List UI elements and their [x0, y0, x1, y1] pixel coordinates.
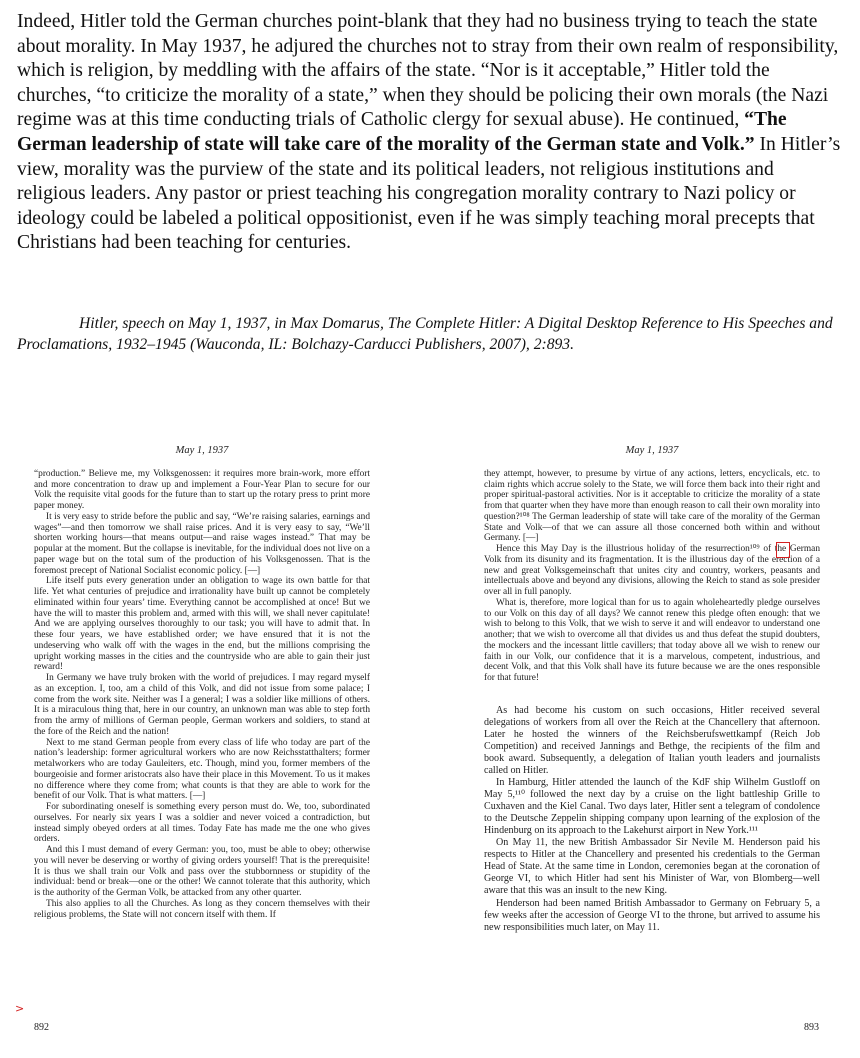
page-number-left: 892 — [34, 1022, 49, 1033]
annotation-arrow-icon: > — [15, 1002, 25, 1015]
running-head-right: May 1, 1937 — [625, 445, 679, 456]
essay-text-after: In Hitler’s view, morality was the purview of the state and its political leaders, not religious institutions and religious leaders. Any pastor or priest teaching his congregation morality contrary to Nazi policy or ideology could be labeled a political oppositionist, even if he was simply teaching moral precepts that Christians had been teaching for centuries. — [17, 133, 841, 254]
running-head-left: May 1, 1937 — [175, 445, 229, 456]
citation: Hitler, speech on May 1, 1937, in Max Domarus, The Complete Hitler: A Digital Desktop Reference to His Speeches and Proclamations, 1932–1945 (Wauconda, IL: Bolchazy-Carducci Publishers, 2007), 2:893. — [17, 315, 833, 353]
left-paragraph: For subordinating oneself is something every person must do. We, too, subordinated ourselves. For nearly six years I was a soldier and never voiced a contradiction, but instead simply obeyed orders at all times. Today Fate has made me the one who gives orders. — [34, 802, 370, 845]
book-page-right — [484, 446, 820, 934]
left-paragraph: Next to me stand German people from every class of life who today are part of the nation’s leadership: former agricultural workers who are now Reichsstatthalters; former metalworkers who are today Gauleiters, etc. Though, mind you, former members of the bourgeoisie and former aristocrats also have their place in this Movement. To us it makes no difference where they come from; what counts is that they are able to work for the benefit of our Volk. That is what matters. [—] — [34, 737, 370, 802]
right-paragraph: Henderson had been named British Ambassador to Germany on February 5, a few weeks after the accession of George VI to the throne, but arrived to assume his new responsibilities much later, on May 11. — [484, 897, 820, 933]
right-page-narrative — [484, 705, 820, 934]
left-paragraph: Life itself puts every generation under an obligation to wage its own battle for that life. Yet what centuries of prejudice and irrationality have built up cannot be completely eliminated within four years’ time. Everything cannot be accomplished at once! But we have the will to master this problem and, armed with this will, we shall never capitulate! And we are applying ourselves thoroughly to our task; you will have to admit that. In these four years, we have established order; we have ensured that it is not the undeserving who walk off with the wages in the end, but the millions comprising the upright working masses in the cities and the countryside who are able to gain their just reward! — [34, 576, 370, 673]
page-number-right: 893 — [804, 1022, 819, 1033]
essay-paragraph — [17, 10, 843, 256]
left-paragraph: It is very easy to stride before the public and say, “We’re raising salaries, earnings and wages”—and then tomorrow we shall raise prices. And it is very easy to say, “We’ll shorten working hours—that means output—and raise wages instead.” That may be popular at the moment. But the collapse is inevitable, for the individual does not live on a paper wage but on the total sum of the production of his Volksgenossen. That is the foremost precept of National Socialist economic policy. [—] — [34, 511, 370, 576]
essay-bold-quote: “The German leadership of state will take care of the morality of the German state and Volk.” — [17, 109, 787, 155]
right-paragraph: Hence this May Day is the illustrious holiday of the resurrection¹⁰⁹ of the German Volk from its disunity and its fragmentation. It is the illustrious day of the erection of a new and great Volksgemeinschaft that unites city and country, workers, peasants and intellectuals above and beyond any divisions, allowing the Reich to stand as sole presider over all in full panoply. — [484, 544, 820, 597]
left-paragraph-highlighted: This also applies to all the Churches. As long as they concern themselves with their religious problems, the State will not concern itself with them. If — [34, 898, 370, 920]
right-paragraph: In Hamburg, Hitler attended the launch of the KdF ship Wilhelm Gustloff on May 5,¹¹⁰ followed the next day by a cruise on the light battleship Grille to Cuxhaven and the Kiel Canal. Two days later, Hitler sent a telegram of condolence to the Deutsche Zeppelin shipping company upon learning of the explosion of the Hindenburg on its approach to the Lakehurst airport in New York.¹¹¹ — [484, 777, 820, 837]
right-paragraph: they attempt, however, to presume by virtue of any actions, letters, encyclicals, etc. to claim rights which accrue solely to the State, we will force them back into their right and proper spiritual-pastoral activities. Nor is it acceptable to criticize the morality of a state from that quarter when they have more than enough reason to call their own morality into question?¹⁰⁸ The German leadership of state will take care of the morality of the German State and Volk—of that we can assure all those concerned both within and without Germany. [—] — [484, 468, 820, 544]
annotation-bracket-icon — [776, 542, 790, 558]
right-paragraph: As had become his custom on such occasions, Hitler received several delegations of workers from all over the Reich at the Chancellery that afternoon. Later he hosted the winners of the Reichsberufswettkampf (Reich Job Competition) and received Jannings and Bethge, the recipients of the film and book award. Subsequently, a delegation of Italian youth leaders and journalists called on Hitler. — [484, 704, 820, 776]
right-paragraph: On May 11, the new British Ambassador Sir Nevile M. Henderson paid his respects to Hitler at the Chancellery and presented his credentials to the German Head of State. At the same time in London, ceremonies began at the coronation of George VI, to which Hitler had sent his Minister of War, von Blomberg—well aware that this was an insult to the new King. — [484, 837, 820, 897]
left-paragraph: And this I must demand of every German: you, too, must be able to obey; otherwise you will never be deserving or worthy of giving orders yourself! That is the prerequisite! It is thus we shall train our Volk and pass over the stubbornness or stupidity of the individual: bend or break—one or the other! We cannot tolerate that this authority, which is the authority of the German Volk, be attacked from any other quarter. — [34, 845, 370, 898]
essay-text-before: Indeed, Hitler told the German churches point-blank that they had no business trying to teach the state about morality. In May 1937, he adjured the churches not to stray from their own realm of responsibility, which is religion, by meddling with the affairs of the state. “Nor is it acceptable,” Hitler told the churches, “to criticize the morality of a state,” when they should be policing their own morals (the Nazi regime was at this time conducting trials of Catholic clergy for sexual abuse). He continued, — [17, 11, 839, 131]
left-paragraph: In Germany we have truly broken with the world of prejudices. I may regard myself as an exception. I, too, am a child of this Volk, and did not issue from some palace; I come from the work site. Neither was I a general; I was a soldier like millions of others. It is a miraculous thing that, here in our country, an unknown man was able to step forth from the army of millions of German people, German workers and soldiers, to stand at the fore of the Reich and the nation! — [34, 673, 370, 737]
book-page-left — [34, 446, 370, 920]
left-paragraph: “production.” Believe me, my Volksgenossen: it requires more brain-work, more effort and more concentration to draw up and implement a Four-Year Plan to secure for our Volk the requisite vital goods for the future than to start up the rotary press to print more paper money. — [34, 468, 370, 511]
essay-passage — [17, 10, 843, 256]
right-paragraph: What is, therefore, more logical than for us to again wholeheartedly pledge ourselves to our Volk on this day of all days? We cannot renew this pledge often enough: that we wish to belong to this Volk, that we wish to serve it and will endeavor to understand one another; that we wish to overcome all that divides us and thus defeat the stupid doubters, the mockers and the incessant little cavillers; that today above all we wish to renew our faith in our Volk, our confidence that it is a marvelous, competent, industrious, and decent Volk, and that this Volk shall have its future because we are the ones responsible for that future! — [484, 597, 820, 683]
